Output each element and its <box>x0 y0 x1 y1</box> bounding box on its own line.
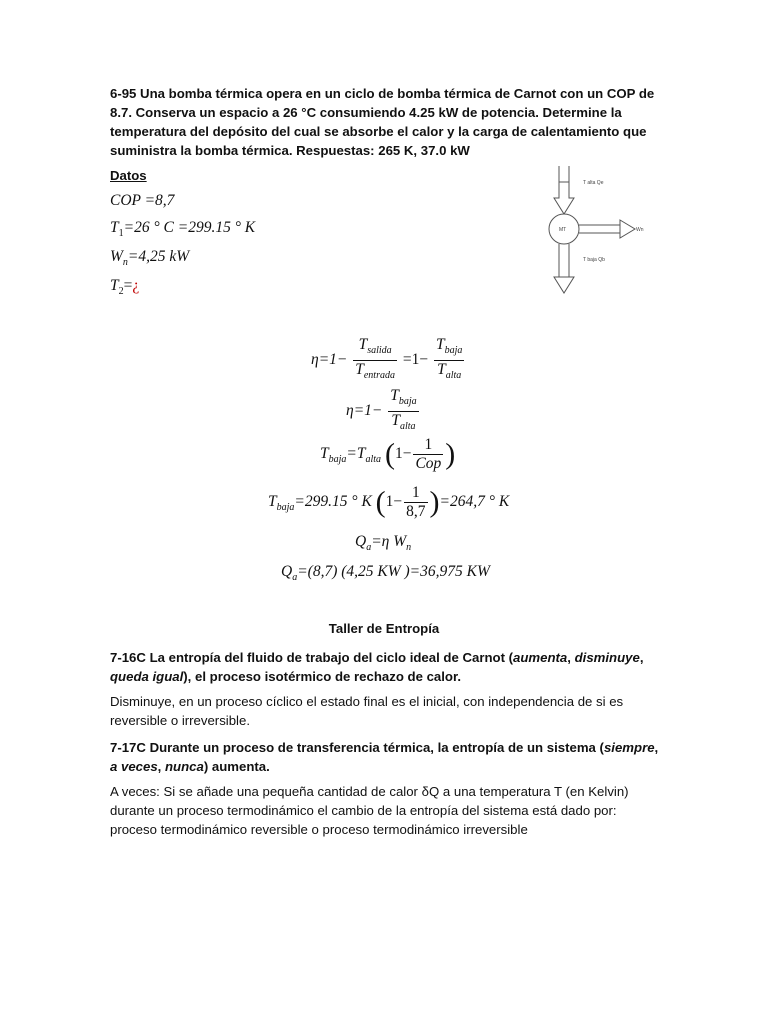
datos-heading: Datos <box>110 168 147 183</box>
diagram-top-label: T alta Qe <box>583 180 604 186</box>
equation-tbaja-numeric: $T_{baja}=299.15$ ° K (1− $\frac{1}{8,7}$ )=264,7 ° K <box>268 484 510 520</box>
equation-efficiency-2: η=1− $\frac{T_{baja}}{T_{alta}}$ <box>346 387 417 432</box>
problem-statement: 6-95 Una bomba térmica opera en un ciclo de bomba térmica de Carnot con un COP de 8.7. Conserva un espacio a 26 °C consumiendo 4.25 kW de potencia. Determine la temperatura del depósito del cual se absorbe el calor y la carga de calentamiento que suministra la bomba térmica. Respuestas: 265 K, 37.0 kW <box>110 86 655 158</box>
answer-7-16c: Disminuye, en un proceso cíclico el estado final es el inicial, con independencia de si es reversible o irreversible. <box>110 694 624 728</box>
equation-qa-general: $Q_a=\eta$ $W_n$ <box>355 533 412 553</box>
arrow-top <box>554 166 574 214</box>
arrow-bottom <box>554 244 574 293</box>
diagram-right-label: Wn <box>636 227 644 233</box>
equation-efficiency-1: η=1− $\frac{T_{salida}}{T_{entrada}}$ =1− $\frac{T_{baja}}{T_{alta}}$ <box>311 336 463 381</box>
equation-qa-numeric: $Q_a=(8,7)$ (4,25 KW )=36,975 KW <box>281 563 490 583</box>
datum-t2: $T_2=¿$ <box>110 277 140 297</box>
datum-t1: $T_1=26$ ° C =299.15 ° K <box>110 219 256 239</box>
question-7-17c: 7-17C Durante un proceso de transferencia térmica, la entropía de un sistema (siempre, a veces, nunca) aumenta. <box>110 740 659 774</box>
section-title: Taller de Entropía <box>328 621 440 636</box>
equation-tbaja-general: $T_{baja}=T_{alta}$ (1− $\frac{1}{\text{Cop}}$ ) <box>320 436 456 472</box>
arrow-right <box>579 220 635 238</box>
diagram-bottom-label: T baja Qb <box>583 257 605 263</box>
datum-wn: $W_n=4,25$ kW <box>110 248 190 268</box>
diagram-center-label: MT <box>559 227 567 233</box>
diagram-svg <box>515 162 655 297</box>
datum-cop: COP =8,7 <box>110 192 175 209</box>
heat-pump-diagram <box>515 162 655 297</box>
question-7-16c: 7-16C La entropía del fluido de trabajo del ciclo ideal de Carnot (aumenta, disminuye, queda igual), el proceso isotérmico de rechazo de calor. <box>110 650 644 684</box>
answer-7-17c: A veces: Si se añade una pequeña cantidad de calor δQ a una temperatura T (en Kelvin) durante un proceso termodinámico el cambio de la entropía del sistema está dado por: proceso termodinámico reversible o proceso termodinámico irreversible <box>110 784 629 837</box>
